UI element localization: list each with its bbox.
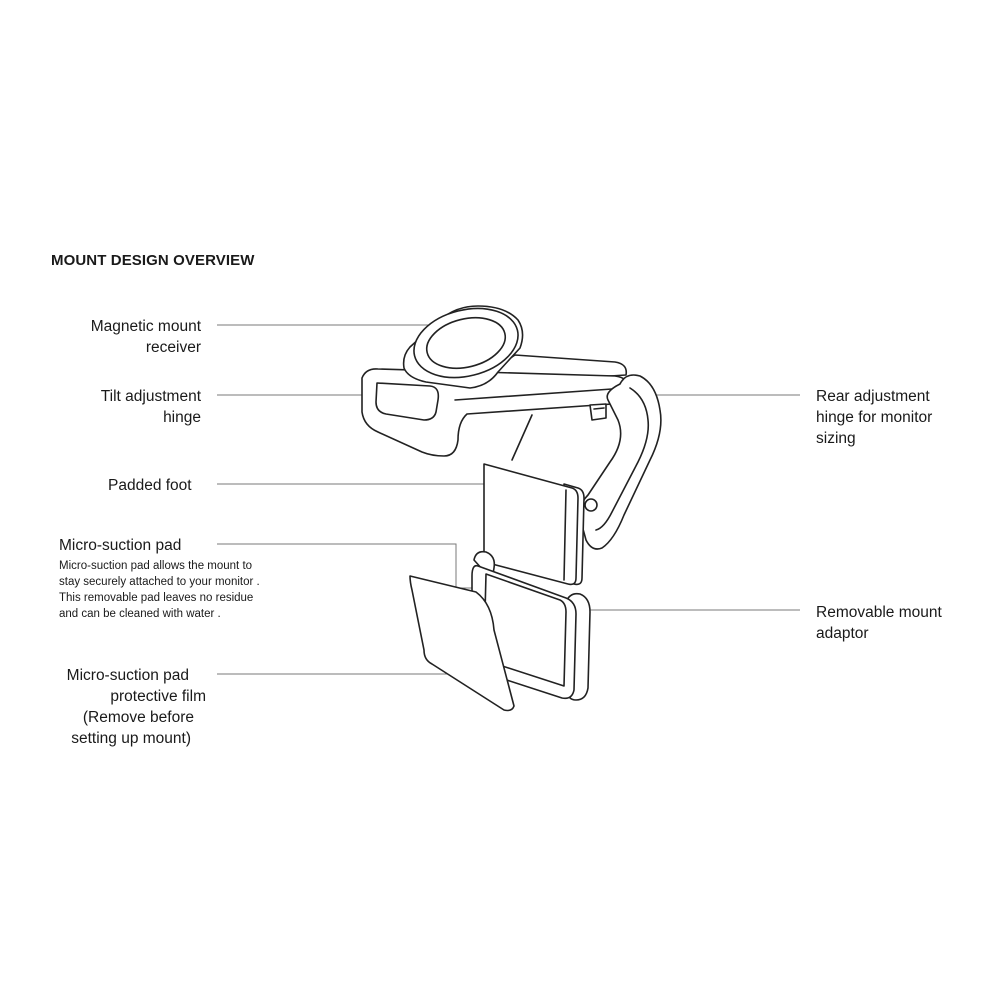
leader-micro-suction [217,544,485,588]
tilt-bar [362,369,628,456]
hinge-detail [590,404,606,420]
hinge-screw [585,499,597,511]
diagram-title: MOUNT DESIGN OVERVIEW [51,252,255,269]
label-padded-foot: Padded foot [108,477,192,494]
label-tilt-adjustment-hinge: Tilt adjustment hinge [100,388,201,426]
label-magnetic-mount-receiver: Magnetic mount receiver [90,318,201,356]
micro-suction-pad-description: Micro-suction pad allows the mount to stay securely attached to your monitor . This removable pad leaves no residue and can be cleaned with water . [59,560,260,620]
label-removable-mount-adaptor: Removable mount adaptor [816,604,942,642]
label-rear-adjustment-hinge: Rear adjustment hinge for monitor sizing [816,388,933,447]
label-protective-film: Micro-suction pad protective film (Remove before setting up mount) [66,667,206,747]
label-micro-suction-pad: Micro-suction pad [59,537,182,554]
support-rod [512,415,532,460]
